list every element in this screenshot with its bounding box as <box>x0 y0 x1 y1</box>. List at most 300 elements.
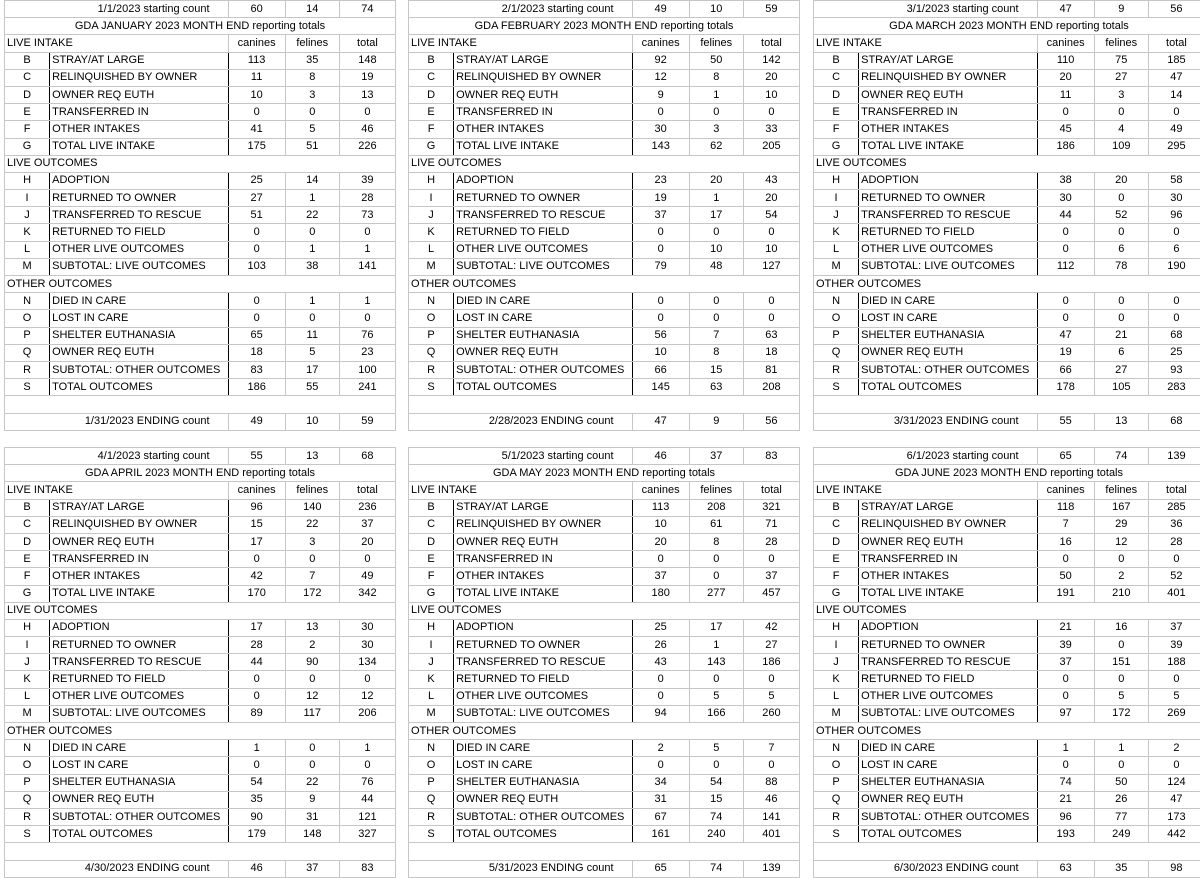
row-value[interactable]: 180 <box>632 585 689 602</box>
row-value[interactable]: 10 <box>632 516 689 533</box>
row-code[interactable]: L <box>814 241 859 258</box>
row-value[interactable]: 0 <box>689 671 743 688</box>
row-value[interactable]: 68 <box>1148 327 1200 344</box>
row-value[interactable]: 121 <box>339 808 395 825</box>
row-label[interactable]: OWNER REQ EUTH <box>859 86 1037 103</box>
row-value[interactable]: 0 <box>285 671 339 688</box>
row-value[interactable]: 0 <box>285 310 339 327</box>
row-value[interactable]: 10 <box>743 86 799 103</box>
row-code[interactable]: B <box>409 52 454 69</box>
ending-count-label[interactable]: 6/30/2023 ENDING count <box>814 860 1038 877</box>
row-value[interactable]: 6 <box>1094 344 1148 361</box>
row-value[interactable]: 97 <box>1037 705 1094 722</box>
row-value[interactable]: 401 <box>1148 585 1200 602</box>
row-value[interactable]: 30 <box>632 121 689 138</box>
row-value[interactable]: 236 <box>339 499 395 516</box>
row-value[interactable]: 0 <box>1094 190 1148 207</box>
row-value[interactable]: 17 <box>689 619 743 636</box>
row-value[interactable]: 0 <box>1037 241 1094 258</box>
row-value[interactable]: 54 <box>228 774 285 791</box>
row-value[interactable]: 20 <box>1094 172 1148 189</box>
row-label[interactable]: SUBTOTAL: LIVE OUTCOMES <box>859 258 1037 275</box>
row-value[interactable]: 37 <box>632 207 689 224</box>
row-label[interactable]: RETURNED TO OWNER <box>50 190 228 207</box>
row-value[interactable]: 0 <box>1094 757 1148 774</box>
row-code[interactable]: P <box>5 327 50 344</box>
row-label[interactable]: SUBTOTAL: LIVE OUTCOMES <box>454 705 632 722</box>
row-code[interactable]: R <box>814 808 859 825</box>
row-code[interactable]: B <box>814 499 859 516</box>
row-value[interactable]: 14 <box>285 172 339 189</box>
row-value[interactable]: 20 <box>743 69 799 86</box>
ending-count-value[interactable]: 9 <box>689 413 743 430</box>
row-label[interactable]: OTHER LIVE OUTCOMES <box>859 241 1037 258</box>
row-value[interactable]: 0 <box>1037 224 1094 241</box>
report-title[interactable]: GDA FEBRUARY 2023 MONTH END reporting totals <box>409 18 800 35</box>
row-code[interactable]: L <box>409 241 454 258</box>
row-value[interactable]: 18 <box>743 344 799 361</box>
row-code[interactable]: O <box>814 310 859 327</box>
row-value[interactable]: 47 <box>1148 791 1200 808</box>
row-value[interactable]: 25 <box>1148 344 1200 361</box>
row-value[interactable]: 0 <box>689 310 743 327</box>
row-code[interactable]: J <box>409 654 454 671</box>
row-value[interactable]: 92 <box>632 52 689 69</box>
row-code[interactable]: P <box>5 774 50 791</box>
section-label[interactable]: LIVE INTAKE <box>5 482 229 499</box>
row-value[interactable]: 140 <box>285 499 339 516</box>
row-value[interactable]: 327 <box>339 826 395 843</box>
column-header[interactable]: felines <box>1094 482 1148 499</box>
starting-count-label[interactable]: 1/1/2023 starting count <box>5 1 229 18</box>
ending-count-value[interactable]: 98 <box>1148 860 1200 877</box>
row-value[interactable]: 31 <box>632 791 689 808</box>
row-value[interactable]: 401 <box>743 826 799 843</box>
row-code[interactable]: P <box>814 327 859 344</box>
ending-count-value[interactable]: 65 <box>632 860 689 877</box>
row-value[interactable]: 20 <box>743 190 799 207</box>
row-value[interactable]: 77 <box>1094 808 1148 825</box>
row-value[interactable]: 6 <box>1148 241 1200 258</box>
row-value[interactable]: 186 <box>743 654 799 671</box>
row-label[interactable]: TOTAL LIVE INTAKE <box>50 138 228 155</box>
row-code[interactable]: N <box>5 293 50 310</box>
row-code[interactable]: M <box>409 705 454 722</box>
row-value[interactable]: 4 <box>1094 121 1148 138</box>
row-value[interactable]: 0 <box>339 104 395 121</box>
ending-count-label[interactable]: 4/30/2023 ENDING count <box>5 860 229 877</box>
row-value[interactable]: 65 <box>228 327 285 344</box>
ending-count-value[interactable]: 74 <box>689 860 743 877</box>
row-label[interactable]: RETURNED TO FIELD <box>50 224 228 241</box>
row-value[interactable]: 143 <box>632 138 689 155</box>
row-value[interactable]: 145 <box>632 379 689 396</box>
row-code[interactable]: B <box>409 499 454 516</box>
row-label[interactable]: SUBTOTAL: OTHER OUTCOMES <box>454 361 632 378</box>
row-label[interactable]: OTHER INTAKES <box>454 568 632 585</box>
column-header[interactable]: felines <box>285 482 339 499</box>
row-label[interactable]: SHELTER EUTHANASIA <box>454 774 632 791</box>
row-value[interactable]: 62 <box>689 138 743 155</box>
row-value[interactable]: 0 <box>689 551 743 568</box>
row-code[interactable]: C <box>409 516 454 533</box>
row-value[interactable]: 0 <box>743 293 799 310</box>
row-label[interactable]: RETURNED TO OWNER <box>454 637 632 654</box>
ending-count-value[interactable]: 56 <box>743 413 799 430</box>
row-label[interactable]: ADOPTION <box>50 172 228 189</box>
row-value[interactable]: 1 <box>689 86 743 103</box>
row-value[interactable]: 33 <box>743 121 799 138</box>
row-code[interactable]: Q <box>5 344 50 361</box>
column-header[interactable]: felines <box>689 35 743 52</box>
section-label[interactable]: OTHER OUTCOMES <box>814 723 1200 740</box>
row-code[interactable]: B <box>5 52 50 69</box>
row-label[interactable]: SUBTOTAL: OTHER OUTCOMES <box>859 361 1037 378</box>
row-value[interactable]: 9 <box>285 791 339 808</box>
row-value[interactable]: 12 <box>632 69 689 86</box>
ending-count-value[interactable]: 68 <box>1148 413 1200 430</box>
section-label[interactable]: LIVE INTAKE <box>814 35 1038 52</box>
row-label[interactable]: TRANSFERRED TO RESCUE <box>454 207 632 224</box>
row-code[interactable]: M <box>409 258 454 275</box>
row-label[interactable]: TOTAL OUTCOMES <box>454 379 632 396</box>
row-value[interactable]: 5 <box>1094 688 1148 705</box>
row-value[interactable]: 34 <box>632 774 689 791</box>
report-title[interactable]: GDA MAY 2023 MONTH END reporting totals <box>409 465 800 482</box>
row-value[interactable]: 13 <box>339 86 395 103</box>
row-code[interactable]: C <box>409 69 454 86</box>
row-label[interactable]: DIED IN CARE <box>454 740 632 757</box>
section-label[interactable]: LIVE OUTCOMES <box>409 602 800 619</box>
row-value[interactable]: 0 <box>228 104 285 121</box>
row-value[interactable]: 1 <box>228 740 285 757</box>
row-label[interactable]: STRAY/AT LARGE <box>859 499 1037 516</box>
row-label[interactable]: SHELTER EUTHANASIA <box>454 327 632 344</box>
row-label[interactable]: OWNER REQ EUTH <box>50 86 228 103</box>
column-header[interactable]: total <box>339 482 395 499</box>
row-value[interactable]: 283 <box>1148 379 1200 396</box>
row-code[interactable]: G <box>5 585 50 602</box>
column-header[interactable]: total <box>1148 482 1200 499</box>
row-value[interactable]: 0 <box>228 310 285 327</box>
row-value[interactable]: 8 <box>689 533 743 550</box>
row-value[interactable]: 0 <box>689 757 743 774</box>
row-code[interactable]: P <box>409 327 454 344</box>
row-label[interactable]: TOTAL LIVE INTAKE <box>859 585 1037 602</box>
row-label[interactable]: OWNER REQ EUTH <box>50 791 228 808</box>
row-value[interactable]: 249 <box>1094 826 1148 843</box>
ending-count-value[interactable]: 139 <box>743 860 799 877</box>
row-code[interactable]: I <box>814 637 859 654</box>
row-value[interactable]: 36 <box>1148 516 1200 533</box>
empty-cell[interactable] <box>5 396 396 413</box>
row-code[interactable]: D <box>814 86 859 103</box>
starting-count-value[interactable]: 13 <box>285 448 339 465</box>
starting-count-value[interactable]: 10 <box>689 1 743 18</box>
row-value[interactable]: 17 <box>689 207 743 224</box>
row-value[interactable]: 7 <box>743 740 799 757</box>
row-code[interactable]: D <box>5 86 50 103</box>
row-label[interactable]: OTHER LIVE OUTCOMES <box>454 688 632 705</box>
row-value[interactable]: 148 <box>285 826 339 843</box>
row-value[interactable]: 285 <box>1148 499 1200 516</box>
row-label[interactable]: ADOPTION <box>454 619 632 636</box>
row-code[interactable]: K <box>5 671 50 688</box>
row-code[interactable]: H <box>409 619 454 636</box>
row-value[interactable]: 0 <box>632 104 689 121</box>
row-value[interactable]: 100 <box>339 361 395 378</box>
section-label[interactable]: LIVE OUTCOMES <box>5 602 396 619</box>
row-value[interactable]: 0 <box>689 293 743 310</box>
row-code[interactable]: I <box>5 190 50 207</box>
row-value[interactable]: 35 <box>228 791 285 808</box>
row-value[interactable]: 1 <box>285 293 339 310</box>
row-label[interactable]: RETURNED TO OWNER <box>50 637 228 654</box>
row-value[interactable]: 19 <box>1037 344 1094 361</box>
ending-count-value[interactable]: 83 <box>339 860 395 877</box>
row-value[interactable]: 208 <box>689 499 743 516</box>
row-value[interactable]: 22 <box>285 207 339 224</box>
column-header[interactable]: canines <box>1037 482 1094 499</box>
row-value[interactable]: 0 <box>632 293 689 310</box>
row-value[interactable]: 0 <box>285 104 339 121</box>
row-label[interactable]: DIED IN CARE <box>859 740 1037 757</box>
row-value[interactable]: 17 <box>285 361 339 378</box>
row-code[interactable]: L <box>409 688 454 705</box>
empty-cell[interactable] <box>409 396 800 413</box>
row-code[interactable]: I <box>814 190 859 207</box>
row-label[interactable]: OWNER REQ EUTH <box>454 86 632 103</box>
column-header[interactable]: total <box>339 35 395 52</box>
row-code[interactable]: F <box>409 568 454 585</box>
row-value[interactable]: 11 <box>285 327 339 344</box>
row-value[interactable]: 0 <box>689 568 743 585</box>
row-value[interactable]: 0 <box>632 671 689 688</box>
row-label[interactable]: ADOPTION <box>859 172 1037 189</box>
section-label[interactable]: OTHER OUTCOMES <box>814 276 1200 293</box>
row-value[interactable]: 0 <box>743 310 799 327</box>
row-value[interactable]: 5 <box>743 688 799 705</box>
row-value[interactable]: 0 <box>1094 293 1148 310</box>
row-value[interactable]: 210 <box>1094 585 1148 602</box>
row-value[interactable]: 321 <box>743 499 799 516</box>
row-value[interactable]: 113 <box>228 52 285 69</box>
row-value[interactable]: 141 <box>339 258 395 275</box>
row-value[interactable]: 0 <box>1094 671 1148 688</box>
row-value[interactable]: 9 <box>632 86 689 103</box>
row-value[interactable]: 161 <box>632 826 689 843</box>
row-value[interactable]: 0 <box>743 224 799 241</box>
row-value[interactable]: 2 <box>285 637 339 654</box>
row-value[interactable]: 3 <box>689 121 743 138</box>
row-value[interactable]: 5 <box>285 344 339 361</box>
row-code[interactable]: D <box>5 533 50 550</box>
row-value[interactable]: 0 <box>1037 293 1094 310</box>
row-value[interactable]: 0 <box>743 671 799 688</box>
row-value[interactable]: 0 <box>1148 293 1200 310</box>
row-code[interactable]: R <box>409 361 454 378</box>
column-header[interactable]: canines <box>632 482 689 499</box>
starting-count-value[interactable]: 74 <box>1094 448 1148 465</box>
row-value[interactable]: 15 <box>689 361 743 378</box>
row-code[interactable]: I <box>409 190 454 207</box>
row-label[interactable]: SUBTOTAL: OTHER OUTCOMES <box>859 808 1037 825</box>
row-value[interactable]: 54 <box>743 207 799 224</box>
row-label[interactable]: SHELTER EUTHANASIA <box>50 774 228 791</box>
row-value[interactable]: 0 <box>285 224 339 241</box>
row-value[interactable]: 457 <box>743 585 799 602</box>
ending-count-value[interactable]: 37 <box>285 860 339 877</box>
row-value[interactable]: 0 <box>1148 671 1200 688</box>
starting-count-value[interactable]: 65 <box>1037 448 1094 465</box>
row-value[interactable]: 27 <box>1094 69 1148 86</box>
row-value[interactable]: 0 <box>1037 104 1094 121</box>
starting-count-value[interactable]: 47 <box>1037 1 1094 18</box>
row-code[interactable]: E <box>409 551 454 568</box>
row-value[interactable]: 0 <box>339 757 395 774</box>
row-value[interactable]: 148 <box>339 52 395 69</box>
row-value[interactable]: 12 <box>285 688 339 705</box>
row-label[interactable]: TRANSFERRED IN <box>50 104 228 121</box>
row-code[interactable]: O <box>409 310 454 327</box>
row-value[interactable]: 17 <box>228 533 285 550</box>
report-title[interactable]: GDA APRIL 2023 MONTH END reporting totals <box>5 465 396 482</box>
row-value[interactable]: 67 <box>632 808 689 825</box>
row-value[interactable]: 61 <box>689 516 743 533</box>
row-value[interactable]: 26 <box>632 637 689 654</box>
row-value[interactable]: 5 <box>689 740 743 757</box>
row-value[interactable]: 56 <box>632 327 689 344</box>
row-label[interactable]: DIED IN CARE <box>50 740 228 757</box>
row-code[interactable]: R <box>5 361 50 378</box>
row-code[interactable]: L <box>5 688 50 705</box>
row-value[interactable]: 74 <box>689 808 743 825</box>
report-title[interactable]: GDA MARCH 2023 MONTH END reporting totals <box>814 18 1200 35</box>
row-value[interactable]: 186 <box>228 379 285 396</box>
ending-count-value[interactable]: 63 <box>1037 860 1094 877</box>
row-value[interactable]: 20 <box>632 533 689 550</box>
row-value[interactable]: 37 <box>632 568 689 585</box>
row-label[interactable]: TOTAL OUTCOMES <box>50 826 228 843</box>
row-value[interactable]: 46 <box>743 791 799 808</box>
row-code[interactable]: N <box>5 740 50 757</box>
row-value[interactable]: 25 <box>632 619 689 636</box>
row-value[interactable]: 90 <box>285 654 339 671</box>
row-label[interactable]: DIED IN CARE <box>454 293 632 310</box>
row-code[interactable]: C <box>5 516 50 533</box>
row-label[interactable]: SUBTOTAL: OTHER OUTCOMES <box>50 808 228 825</box>
row-value[interactable]: 2 <box>632 740 689 757</box>
row-value[interactable]: 50 <box>1094 774 1148 791</box>
row-value[interactable]: 342 <box>339 585 395 602</box>
row-label[interactable]: OWNER REQ EUTH <box>859 533 1037 550</box>
row-value[interactable]: 0 <box>228 671 285 688</box>
row-value[interactable]: 47 <box>1037 327 1094 344</box>
row-label[interactable]: OTHER INTAKES <box>859 568 1037 585</box>
column-header[interactable]: total <box>743 482 799 499</box>
row-value[interactable]: 14 <box>1148 86 1200 103</box>
row-value[interactable]: 38 <box>285 258 339 275</box>
row-code[interactable]: L <box>5 241 50 258</box>
ending-count-value[interactable]: 55 <box>1037 413 1094 430</box>
row-label[interactable]: SUBTOTAL: LIVE OUTCOMES <box>50 705 228 722</box>
row-value[interactable]: 188 <box>1148 654 1200 671</box>
ending-count-value[interactable]: 46 <box>228 860 285 877</box>
row-code[interactable]: G <box>5 138 50 155</box>
ending-count-value[interactable]: 47 <box>632 413 689 430</box>
row-value[interactable]: 118 <box>1037 499 1094 516</box>
row-value[interactable]: 73 <box>339 207 395 224</box>
row-value[interactable]: 0 <box>1148 104 1200 121</box>
row-value[interactable]: 31 <box>285 808 339 825</box>
row-value[interactable]: 0 <box>632 241 689 258</box>
row-value[interactable]: 39 <box>1037 637 1094 654</box>
report-title[interactable]: GDA JANUARY 2023 MONTH END reporting totals <box>5 18 396 35</box>
row-value[interactable]: 37 <box>339 516 395 533</box>
row-value[interactable]: 50 <box>1037 568 1094 585</box>
row-value[interactable]: 96 <box>228 499 285 516</box>
section-label[interactable]: LIVE OUTCOMES <box>814 155 1200 172</box>
row-label[interactable]: SHELTER EUTHANASIA <box>50 327 228 344</box>
row-label[interactable]: RELINQUISHED BY OWNER <box>859 516 1037 533</box>
ending-count-label[interactable]: 1/31/2023 ENDING count <box>5 413 229 430</box>
row-value[interactable]: 28 <box>743 533 799 550</box>
row-label[interactable]: TOTAL OUTCOMES <box>50 379 228 396</box>
row-label[interactable]: RETURNED TO FIELD <box>454 224 632 241</box>
row-code[interactable]: F <box>5 568 50 585</box>
row-value[interactable]: 30 <box>339 637 395 654</box>
row-value[interactable]: 442 <box>1148 826 1200 843</box>
row-code[interactable]: K <box>814 224 859 241</box>
row-value[interactable]: 23 <box>632 172 689 189</box>
row-code[interactable]: S <box>5 826 50 843</box>
starting-count-label[interactable]: 2/1/2023 starting count <box>409 1 633 18</box>
row-value[interactable]: 6 <box>1094 241 1148 258</box>
row-label[interactable]: OTHER LIVE OUTCOMES <box>859 688 1037 705</box>
row-code[interactable]: G <box>409 138 454 155</box>
row-value[interactable]: 83 <box>228 361 285 378</box>
row-value[interactable]: 1 <box>689 190 743 207</box>
row-value[interactable]: 45 <box>1037 121 1094 138</box>
ending-count-label[interactable]: 2/28/2023 ENDING count <box>409 413 633 430</box>
row-label[interactable]: TRANSFERRED TO RESCUE <box>454 654 632 671</box>
row-label[interactable]: LOST IN CARE <box>454 757 632 774</box>
row-value[interactable]: 0 <box>1094 637 1148 654</box>
row-value[interactable]: 63 <box>743 327 799 344</box>
row-value[interactable]: 22 <box>285 774 339 791</box>
row-code[interactable]: K <box>814 671 859 688</box>
row-value[interactable]: 38 <box>1037 172 1094 189</box>
section-label[interactable]: OTHER OUTCOMES <box>409 276 800 293</box>
row-code[interactable]: H <box>814 172 859 189</box>
row-label[interactable]: DIED IN CARE <box>859 293 1037 310</box>
row-code[interactable]: Q <box>5 791 50 808</box>
row-value[interactable]: 10 <box>743 241 799 258</box>
row-value[interactable]: 89 <box>228 705 285 722</box>
row-value[interactable]: 172 <box>285 585 339 602</box>
row-code[interactable]: D <box>409 533 454 550</box>
column-header[interactable]: canines <box>1037 35 1094 52</box>
row-value[interactable]: 173 <box>1148 808 1200 825</box>
row-code[interactable]: Q <box>409 791 454 808</box>
row-value[interactable]: 193 <box>1037 826 1094 843</box>
row-value[interactable]: 27 <box>743 637 799 654</box>
starting-count-value[interactable]: 9 <box>1094 1 1148 18</box>
starting-count-label[interactable]: 3/1/2023 starting count <box>814 1 1038 18</box>
row-label[interactable]: LOST IN CARE <box>50 757 228 774</box>
row-code[interactable]: O <box>5 310 50 327</box>
row-code[interactable]: F <box>814 568 859 585</box>
